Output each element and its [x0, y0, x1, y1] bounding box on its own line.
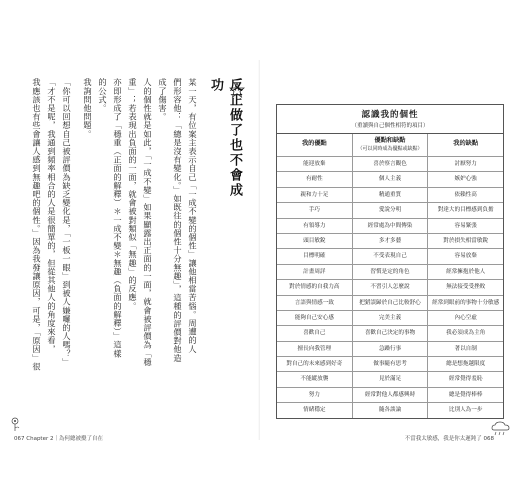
table-cell: 手巧 [277, 203, 353, 217]
text-column: 成了傷害。 [158, 78, 168, 121]
table-cell: 多才多藝 [353, 234, 429, 248]
table-row [277, 311, 503, 326]
table-cell: 急躁行事 [353, 342, 429, 356]
column-header [353, 134, 429, 156]
text-column: 的公式。 [98, 78, 108, 113]
table-row [277, 172, 503, 187]
table-cell: 見於滿足 [353, 372, 429, 386]
column-header: 我的優點 [277, 134, 353, 156]
table-cell: 我必須成為主角 [446, 330, 486, 337]
table-cell: 對自己的未來感到好奇 [277, 357, 353, 371]
table-header [277, 105, 503, 134]
right-page [260, 0, 520, 500]
table-cell: 喜歡自己決定的事物 [353, 326, 429, 340]
table-cell: 有耐性 [277, 172, 353, 186]
table-title: 認識我的個性 [361, 110, 419, 120]
text-column: 「你可以回想自己被評價為缺乏變化是，「一板一眼」到被人嫌囉的人嗎？」 [62, 78, 72, 367]
table-cell: 經常到眼前的事物十分敏感 [432, 299, 500, 306]
table-cell: 個人主義 [353, 172, 429, 186]
table-cell: 對於情感的自我力高 [277, 280, 353, 294]
table-cell: 擅長向我管理 [277, 342, 353, 356]
table-cell: 愛說分明 [353, 203, 429, 217]
table-body [277, 157, 503, 418]
table-cell: 親和力十足 [277, 188, 353, 202]
table-cell: 不受表現自己 [353, 249, 429, 263]
table-cell: 討厭努力 [454, 161, 477, 167]
personality-table [276, 104, 504, 419]
table-row [277, 157, 503, 172]
flower-icon [8, 416, 22, 436]
table-cell: 隨各談論 [353, 403, 429, 417]
table-cell: 能迎放棄 [277, 157, 353, 171]
table-cell: 做事隨有思考 [353, 357, 429, 371]
table-cell: 不習引人怎麼說 [353, 280, 429, 294]
text-column: 我應該也有些會讓人感到無趣吧的個性。」因為我發讓原因，可是，「原因」很 [32, 78, 42, 371]
table-cell: 對達大的目標感到負擔 [437, 207, 494, 214]
table-cell: 目標明確 [277, 249, 353, 263]
table-row [277, 188, 503, 203]
table-cell: 依賴性高 [454, 191, 477, 198]
table-cell: 習慣是定的角色 [353, 265, 429, 279]
table-cell: 比別人為一步 [448, 407, 483, 414]
table-row [277, 265, 503, 280]
text-column: 亦即形成了「穩重（正面的解釋）＊一成不變＊無趣（負面的解釋）」這樣 [113, 78, 123, 358]
table-cell: 能夠自己安心感 [277, 311, 353, 325]
table-cell: 經常擁抱於他人 [446, 268, 486, 275]
table-subtitle: （重讀與自己個性相符的項目） [351, 123, 429, 129]
page-footer: 067 Chapter 2｜為何總被攪了自在 [14, 436, 103, 442]
page-footer: 不當我太敏感，我是你太遲鈍了 068 [404, 436, 494, 442]
table-row [277, 203, 503, 218]
table-row [277, 326, 503, 341]
table-cell: 經常覺得羞恥 [448, 376, 483, 383]
vertical-text-body [18, 78, 250, 378]
table-cell: 著以自制 [454, 345, 477, 352]
section-title: 反正做了也不會成功 [208, 78, 242, 198]
column-header-label: 優點和缺點 [374, 137, 406, 144]
table-cell: 把錯誤歸於自己比較舒心 [353, 296, 429, 310]
text-column: 們形容他：「總是沒有變化。」如既往的個性十分無趣」，這種的評價對他造 [173, 78, 183, 363]
table-row [277, 403, 503, 417]
table-row [277, 296, 503, 311]
table-cell: 不能縱放襲 [277, 372, 353, 386]
table-cell: 無法接受受挫敗 [446, 284, 486, 291]
table-cell: 計畫周詳 [277, 265, 353, 279]
table-cell: 總是想拖越限度 [446, 361, 486, 368]
table-row [277, 357, 503, 372]
table-cell: 內心空虛 [454, 314, 477, 321]
table-cell: 有領導力 [277, 219, 353, 233]
column-header-note: （可以同時成為優點或缺點） [357, 146, 423, 152]
table-cell: 精通重質 [353, 188, 429, 202]
text-column: 人的個性就是如此，「一成不變」如果顯露出正面的一面，就會被評價為「穩 [143, 78, 153, 367]
table-cell: 容易放棄 [454, 253, 477, 260]
table-row [277, 280, 503, 295]
column-header-row [277, 134, 503, 157]
text-column: 重」；若表現出負面的一面，就會被對類似「無趣」的反應。 [128, 78, 138, 311]
column-header: 我的缺點 [453, 140, 479, 147]
text-column: 「才不是呢，我通到頻率相合的人是很簡單的，但從其他人的角度來看， [47, 78, 57, 354]
table-cell: 喜歡自己 [277, 326, 353, 340]
text-column: 某一天，有位案主表示自己「一成不變的個性」讓他相當苦惱。周遭的人 [188, 78, 198, 354]
table-cell: 經常處為中間傳染 [353, 219, 429, 233]
table-cell: 總是覺得棒棒 [448, 391, 483, 398]
table-cell: 嫉妒心強 [454, 176, 477, 183]
table-cell: 經常對他人都感興時 [353, 388, 429, 402]
table-cell: 情緒穩定 [277, 403, 353, 417]
table-row [277, 249, 503, 264]
table-row [277, 234, 503, 249]
table-cell: 完美主義 [353, 311, 429, 325]
table-row [277, 219, 503, 234]
table-row [277, 388, 503, 403]
table-row [277, 372, 503, 387]
table-cell: 容易緊張 [454, 222, 477, 229]
table-cell: 對於損失相當敏銳 [443, 237, 489, 244]
table-cell: 頭目敏銳 [277, 234, 353, 248]
table-cell: 喜於察言觀色 [353, 157, 429, 171]
table-cell: 言語與情感一致 [277, 296, 353, 310]
table-row [277, 342, 503, 357]
table-cell: 努力 [277, 388, 353, 402]
text-column: 我詢問他問題。 [83, 78, 93, 139]
